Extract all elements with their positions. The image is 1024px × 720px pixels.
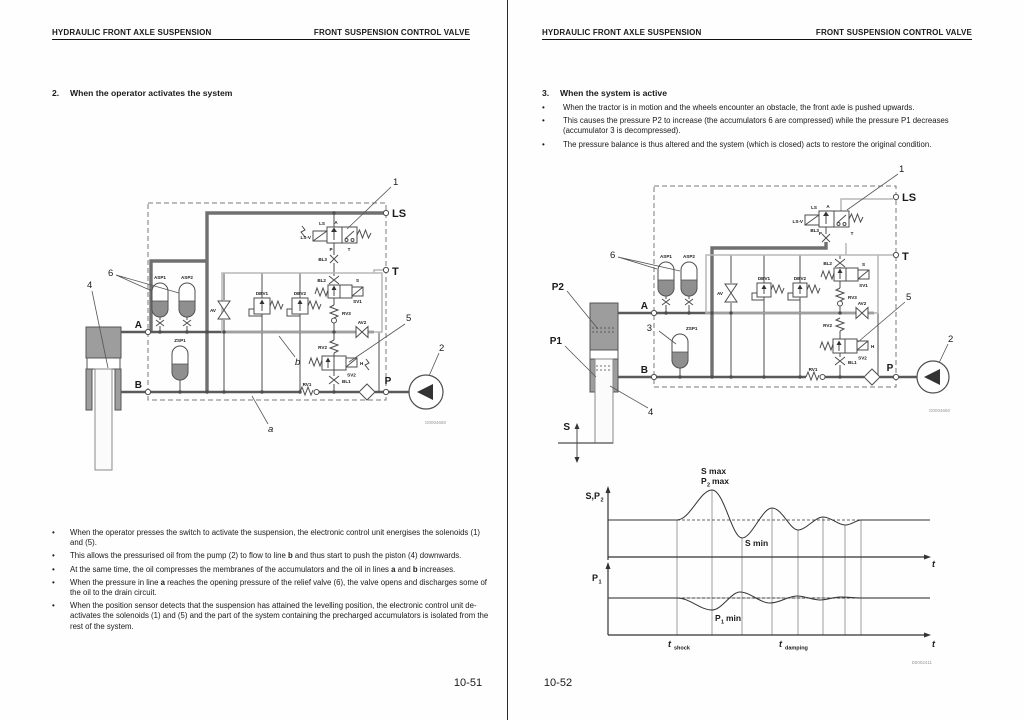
top-curve xyxy=(608,490,930,538)
figure-number: D0004660 xyxy=(929,408,950,413)
callout-1: 1 xyxy=(393,177,399,188)
solenoid-valve-sv2 xyxy=(820,339,875,361)
svg-text:AV2: AV2 xyxy=(857,301,867,306)
left-page-header xyxy=(52,28,470,40)
label-p1: P1 xyxy=(549,336,562,347)
ylabel-top: S,P xyxy=(585,491,600,501)
left-page-number: 10-51 xyxy=(453,677,483,689)
svg-text:RV2: RV2 xyxy=(318,345,327,350)
svg-text:2: 2 xyxy=(707,482,711,489)
bullet-text: When the position sensor detects that the suspension has attained the levelling position, the electronic control unit de-activates the solenoids (1) and (5) and the part of the system containing the precharged accumulators is isolated from the rest of the system. xyxy=(70,601,489,631)
pilot-valve-ls xyxy=(301,220,371,252)
bullet-text: When the pressure in line a reaches the opening pressure of the relief valve (6), the valve opens and discharges some of the oil to the drain circuit. xyxy=(70,577,487,598)
label-sv1: SV1 xyxy=(859,283,868,288)
label-h: H xyxy=(360,361,364,366)
callout-6: 6 xyxy=(108,268,114,279)
label-lsv-solenoid: LS-V xyxy=(300,235,311,240)
section-title: When the operator activates the system xyxy=(70,88,233,98)
annotation-p1-min: P xyxy=(715,613,721,623)
bullet-dot-icon: • xyxy=(542,103,545,112)
bottom-curve xyxy=(608,592,930,610)
label-ls-pilot: LS xyxy=(319,221,325,226)
svg-text:RV3: RV3 xyxy=(342,311,351,316)
bullet-item xyxy=(52,578,492,598)
right-page-number: 10-52 xyxy=(543,677,573,689)
left-section-heading xyxy=(52,88,482,98)
svg-text:ASP1: ASP1 xyxy=(153,275,167,280)
bottom-axes xyxy=(606,562,932,638)
bullet-text: This allows the pressurised oil from the pump (2) to flow to line b and thus start to push the piston (4) downwards. xyxy=(70,551,462,561)
label-h: H xyxy=(871,344,875,349)
callout-4: 4 xyxy=(648,407,654,418)
check-valve-rv3 xyxy=(836,288,857,306)
bullet-item xyxy=(542,116,978,136)
tick-t-damping: t xyxy=(779,639,782,649)
port-label-t: T xyxy=(392,266,399,278)
svg-text:BL3: BL3 xyxy=(318,257,327,262)
bullet-item xyxy=(542,103,978,113)
relief-valve-dbv1 xyxy=(249,291,283,316)
right-section-heading xyxy=(542,88,972,98)
check-valve-rv2 xyxy=(823,318,844,331)
suspension-cylinder xyxy=(558,303,618,463)
svg-text:ZSP1: ZSP1 xyxy=(686,326,698,331)
label-s: S xyxy=(355,278,360,283)
callout-2: 2 xyxy=(439,343,445,354)
bullet-item xyxy=(52,601,492,632)
response-chart xyxy=(565,455,980,670)
svg-text:BL3: BL3 xyxy=(810,228,819,233)
svg-text:DBV1: DBV1 xyxy=(757,276,771,281)
label-sv2: SV2 xyxy=(858,355,867,361)
label-valve-port-t: T xyxy=(850,231,854,236)
svg-text:RV2: RV2 xyxy=(823,323,832,328)
section-number: 3. xyxy=(542,88,550,98)
bullet-item xyxy=(542,140,978,150)
suspension-cylinder xyxy=(86,327,121,470)
label-valve-port-p: P xyxy=(329,247,333,252)
bullet-dot-icon: • xyxy=(52,564,55,574)
check-valve-rv2 xyxy=(318,340,338,353)
pump xyxy=(917,361,949,393)
lightning-icon xyxy=(365,359,369,370)
callout-line-a: a xyxy=(268,424,274,435)
callout-5: 5 xyxy=(406,313,412,324)
shutoff-valve-av xyxy=(717,284,737,302)
section-title: When the system is active xyxy=(560,88,667,98)
check-valve-rv3 xyxy=(330,305,351,323)
relief-valve-dbv2 xyxy=(287,291,321,316)
svg-text:1: 1 xyxy=(721,619,725,626)
accumulator-zsp1 xyxy=(172,338,188,380)
bullet-text: When the tractor is in motion and the wheels encounter an obstacle, the front axle is pushed upwards. xyxy=(563,103,915,112)
relief-valve-dbv1 xyxy=(752,276,784,300)
shutoff-valve-av xyxy=(210,301,230,319)
filter-icon xyxy=(359,384,375,400)
svg-text:shock: shock xyxy=(674,645,690,652)
svg-text:DBV1: DBV1 xyxy=(255,291,269,296)
bullet-dot-icon: • xyxy=(52,551,55,561)
label-sv2: SV2 xyxy=(347,372,356,378)
xlabel-top: t xyxy=(932,559,935,569)
label-stroke-s: S xyxy=(563,422,570,433)
svg-text:AV2: AV2 xyxy=(357,320,367,325)
restrictor-rv1 xyxy=(806,367,825,380)
svg-text:ZSP1: ZSP1 xyxy=(174,338,186,343)
shutoff-valve-av2 xyxy=(356,320,368,338)
svg-text:max: max xyxy=(712,476,730,486)
annotation-p2-max: P xyxy=(701,476,707,486)
callout-2: 2 xyxy=(948,334,954,345)
header-chapter-title: HYDRAULIC FRONT AXLE SUSPENSION xyxy=(52,28,212,37)
svg-text:BL1: BL1 xyxy=(342,379,351,384)
label-valve-port-t: T xyxy=(347,247,351,252)
shutoff-valve-av2 xyxy=(856,301,868,319)
annotation-s-max: S max xyxy=(701,466,727,476)
label-sv1: SV1 xyxy=(353,299,362,304)
bullet-dot-icon: • xyxy=(52,577,55,587)
orifice-bl1 xyxy=(835,357,857,365)
accumulator-zsp1 xyxy=(672,326,698,368)
callout-5: 5 xyxy=(906,292,912,303)
callout-line-b: b xyxy=(295,357,301,368)
top-axes xyxy=(606,486,932,560)
port-label-b: B xyxy=(134,380,142,391)
bullet-text: At the same time, the oil compresses the membranes of the accumulators and the oil in lines a and b increases. xyxy=(70,564,456,574)
port-label-p: P xyxy=(384,376,392,387)
orifice-bl3 xyxy=(318,255,338,263)
bullet-text: The pressure balance is thus altered and the system (which is closed) acts to restore the original condition. xyxy=(563,139,932,149)
svg-text:RV1: RV1 xyxy=(808,367,818,372)
header-chapter-title: HYDRAULIC FRONT AXLE SUSPENSION xyxy=(542,28,702,37)
bullet-dot-icon: • xyxy=(52,601,55,611)
chart-vertical-guides xyxy=(677,490,861,635)
left-bullet-list xyxy=(52,528,492,635)
label-valve-port-a: A xyxy=(334,220,338,225)
bullet-item xyxy=(52,565,492,575)
pilot-valve-ls xyxy=(793,204,863,236)
label-s: S xyxy=(861,262,866,267)
bullet-dot-icon: • xyxy=(542,116,545,126)
svg-text:ASP2: ASP2 xyxy=(682,254,696,259)
ylabel-bottom: P xyxy=(591,573,598,583)
svg-text:damping: damping xyxy=(785,645,808,652)
ylabel-top-sub: 2 xyxy=(600,497,604,504)
port-label-b: B xyxy=(640,365,648,376)
svg-text:RV1: RV1 xyxy=(302,382,312,387)
label-ls-pilot: LS xyxy=(811,205,817,210)
section-number: 2. xyxy=(52,88,60,98)
ylabel-bottom-sub: 1 xyxy=(598,579,602,586)
port-label-ls: LS xyxy=(392,208,407,220)
left-hydraulic-diagram xyxy=(80,170,495,480)
restrictor-rv1 xyxy=(300,382,319,395)
label-valve-port-p: P xyxy=(818,231,822,236)
bullet-item xyxy=(52,551,492,561)
annotation-s-min: S min xyxy=(745,538,769,548)
port-label-t: T xyxy=(902,251,909,263)
orifice-bl2 xyxy=(317,276,339,284)
bullet-text: This causes the pressure P2 to increase (the accumulators 6 are compressed) while the pressure P1 decreases (accumulator 3 is decompressed). xyxy=(563,116,949,136)
callout-6: 6 xyxy=(610,250,616,261)
label-p2: P2 xyxy=(551,282,564,293)
bullet-item xyxy=(52,528,492,548)
orifice-bl2 xyxy=(823,259,845,267)
svg-text:AV: AV xyxy=(716,291,723,296)
svg-text:ASP2: ASP2 xyxy=(180,275,194,280)
svg-text:ASP1: ASP1 xyxy=(659,254,673,259)
callout-4: 4 xyxy=(87,280,93,291)
port-label-p: P xyxy=(886,363,894,374)
svg-text:min: min xyxy=(726,613,742,623)
bullet-text: When the operator presses the switch to activate the suspension, the electronic control unit energises the solenoids (1) and (5). xyxy=(70,528,480,548)
callout-1: 1 xyxy=(899,164,905,175)
relief-valve-dbv2 xyxy=(788,276,820,300)
svg-text:BL2: BL2 xyxy=(823,261,832,266)
figure-number: D0004650 xyxy=(425,420,446,425)
figure-number: D0002411 xyxy=(911,660,932,665)
right-page-header xyxy=(542,28,972,40)
pump xyxy=(409,375,443,409)
tick-t-shock: t xyxy=(668,639,671,649)
svg-text:RV3: RV3 xyxy=(848,295,857,300)
port-label-a: A xyxy=(640,301,648,312)
label-lsv-solenoid: LS-V xyxy=(792,219,803,224)
page-gutter-divider xyxy=(507,0,508,720)
header-section-title: FRONT SUSPENSION CONTROL VALVE xyxy=(815,28,972,37)
svg-text:BL1: BL1 xyxy=(848,360,857,365)
svg-text:AV: AV xyxy=(209,308,216,313)
right-hydraulic-diagram xyxy=(545,160,1000,490)
xlabel-bottom: t xyxy=(932,639,935,649)
svg-text:DBV2: DBV2 xyxy=(793,276,807,281)
bullet-dot-icon: • xyxy=(52,528,55,537)
callout-3: 3 xyxy=(646,323,652,334)
svg-text:BL2: BL2 xyxy=(317,278,326,283)
solenoid-valve-sv2 xyxy=(309,356,369,378)
right-bullet-list xyxy=(542,103,978,153)
label-valve-port-a: A xyxy=(826,204,830,209)
port-label-a: A xyxy=(134,320,142,331)
port-label-ls: LS xyxy=(902,192,917,204)
svg-text:DBV2: DBV2 xyxy=(293,291,307,296)
header-section-title: FRONT SUSPENSION CONTROL VALVE xyxy=(313,28,470,37)
bullet-dot-icon: • xyxy=(542,139,545,149)
